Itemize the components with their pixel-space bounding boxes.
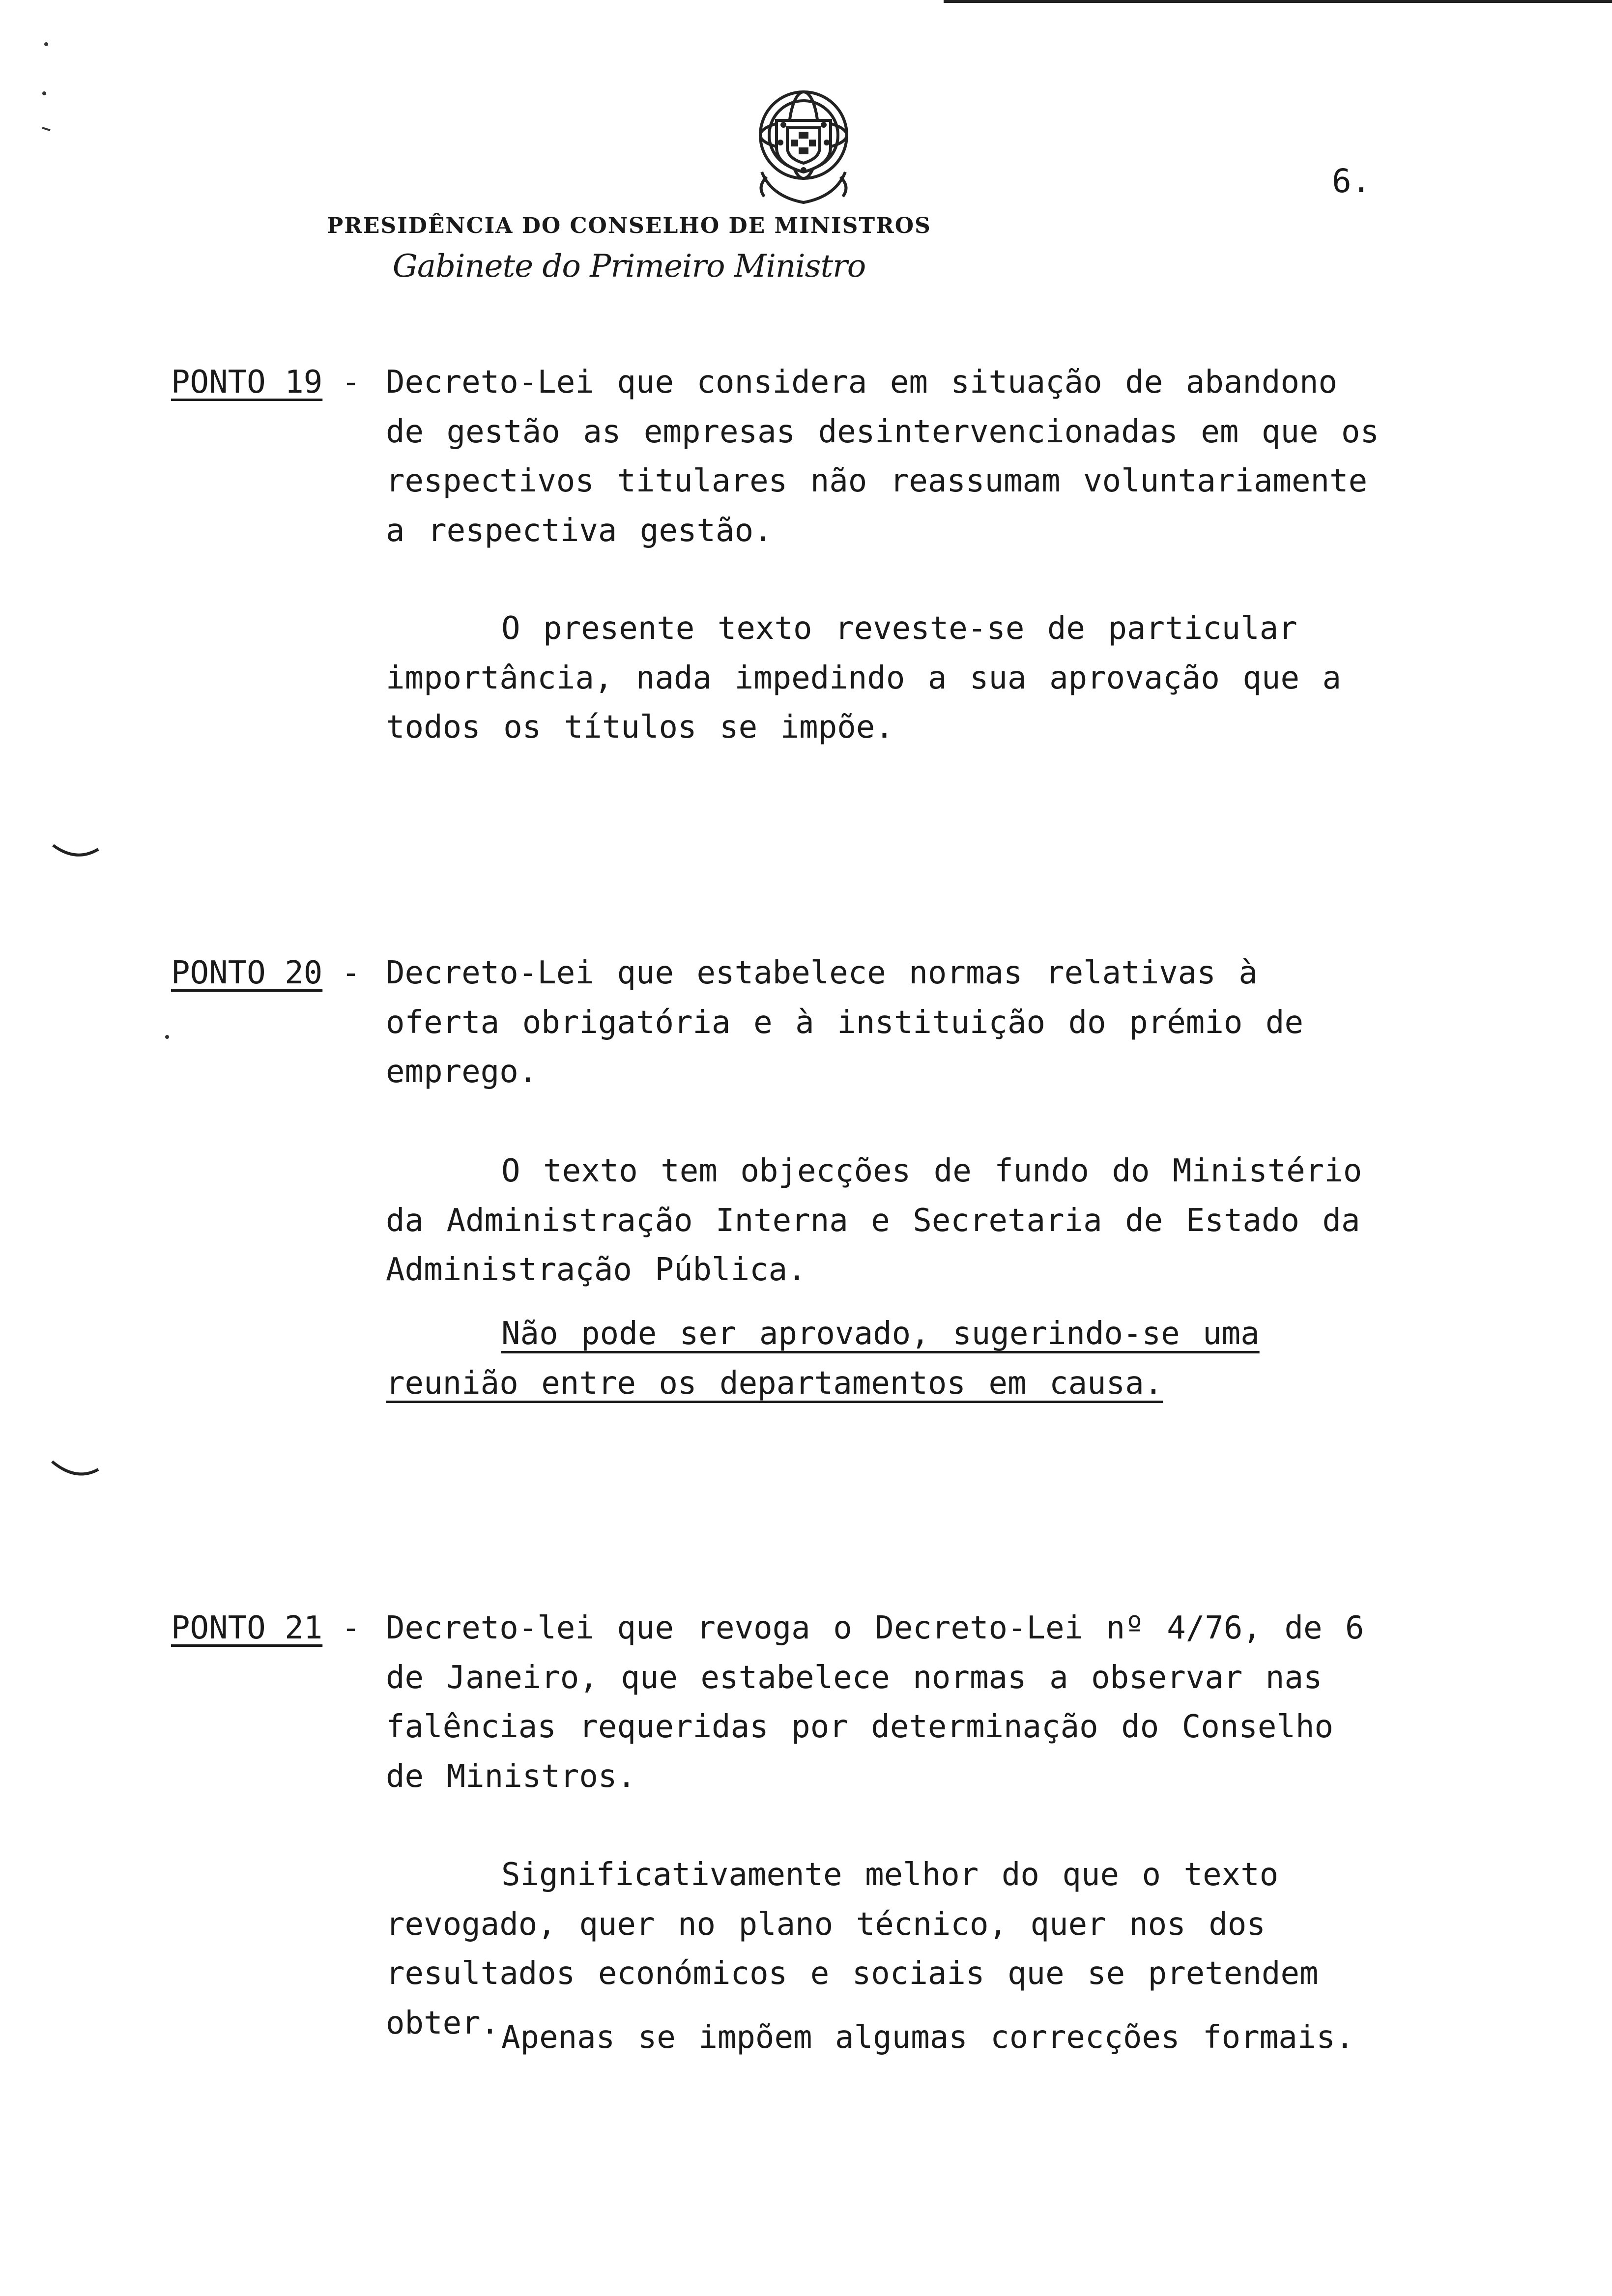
margin-dot bbox=[162, 1032, 172, 1042]
margin-bracket-mark bbox=[49, 835, 108, 865]
item-note: Apenas se impõem algumas correcções formais. bbox=[501, 2019, 1354, 2056]
item-decision: Não pode ser aprovado, sugerindo-se uma reunião entre os departamentos em causa. bbox=[386, 1316, 1260, 1402]
item-label: PONTO 20 - bbox=[171, 955, 361, 991]
margin-bracket-mark bbox=[49, 1455, 108, 1484]
item-comment: O presente texto reveste-se de particular importância, nada impedindo a sua aprovação que a todos os títulos se impõe. bbox=[386, 610, 1342, 746]
item-label: PONTO 21 - bbox=[171, 1610, 361, 1646]
top-border-line bbox=[944, 0, 1612, 3]
item-comment: Significativamente melhor do que o texto revogado, quer no plano técnico, quer nos dos resultados económicos e sociais que se pretendem obter. bbox=[386, 1857, 1319, 2041]
item-title: Decreto-lei que revoga o Decreto-Lei nº 4/76, de 6 de Janeiro, que estabelece normas a observar nas falências requeridas por determinação do Conselho de Ministros. bbox=[386, 1610, 1364, 1795]
item-title: Decreto-Lei que considera em situação de abandono de gestão as empresas desintervencionadas em que os respectivos titulares não reassumam voluntariamente a respectiva gestão. bbox=[386, 364, 1380, 549]
portuguese-coat-of-arms-icon bbox=[742, 74, 865, 211]
letterhead-institution: PRESIDÊNCIA DO CONSELHO DE MINISTROS bbox=[327, 213, 931, 238]
margin-marks bbox=[39, 29, 59, 147]
item-comment: O texto tem objecções de fundo do Ministério da Administração Interna e Secretaria de Estado da Administração Pública. bbox=[386, 1153, 1362, 1288]
page-number: 6. bbox=[1332, 162, 1371, 200]
letterhead-cabinet: Gabinete do Primeiro Ministro bbox=[392, 248, 866, 285]
item-label: PONTO 19 - bbox=[171, 364, 361, 401]
item-title: Decreto-Lei que estabelece normas relativas à oferta obrigatória e à instituição do prémio de emprego. bbox=[386, 955, 1303, 1090]
